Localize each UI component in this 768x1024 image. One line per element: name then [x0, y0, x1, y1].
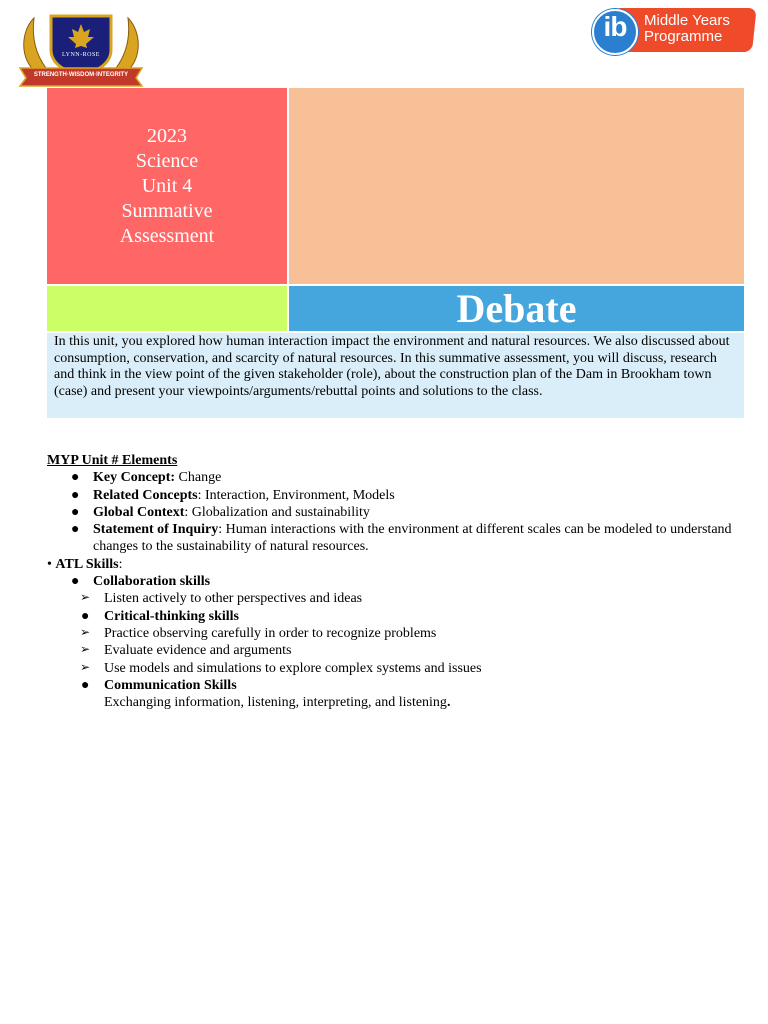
list-item — [47, 590, 747, 607]
bullet-icon: ● — [81, 608, 90, 624]
list-item — [47, 660, 747, 677]
period: . — [446, 695, 451, 711]
list-item — [47, 521, 747, 556]
school-logo — [16, 10, 146, 90]
ib-line-2: Programme — [644, 28, 723, 45]
skill-category: Collaboration skills — [93, 574, 211, 590]
intro-paragraph: In this unit, you explored how human interaction impact the environment and natural resources. We also discussed about consumption, conservation, and scarcity of natural resources. In this summative assessment, you will discuss, research and think in the view point of the given stakeholder (role), about the construction plan of the Dam in Brookham town (case) and present your viewpoints/arguments/rebuttal points and solutions to the class. — [47, 333, 744, 418]
bullet-icon: ● — [81, 677, 90, 693]
list-item — [47, 504, 747, 521]
list-item — [47, 677, 747, 694]
skill-item: Listen actively to other perspectives and ideas — [104, 591, 363, 607]
ib-letters: ib — [603, 11, 627, 42]
list-item — [47, 573, 747, 590]
bullet-icon: ● — [71, 504, 80, 520]
skill-category: Critical-thinking skills — [104, 608, 239, 624]
list-item — [47, 487, 747, 504]
item-text: : Human interactions with the environment at different scales can be modeled to understand changes to the sustainability of natural resources. — [93, 522, 732, 555]
bullet-icon: ● — [71, 470, 80, 486]
ib-myp-logo — [592, 6, 756, 54]
school-name: LYNN-ROSE — [62, 52, 100, 58]
list-item — [47, 642, 747, 659]
skill-item: Exchanging information, listening, interpreting, and listening — [104, 695, 447, 711]
list-item — [47, 469, 747, 486]
arrow-icon: ➢ — [80, 590, 91, 605]
list-item — [47, 694, 747, 711]
skill-item: Use models and simulations to explore complex systems and issues — [104, 660, 482, 676]
atl-suffix: : — [118, 556, 123, 572]
list-item — [47, 608, 747, 625]
bullet-icon: ● — [71, 487, 80, 503]
school-motto: STRENGTH·WISDOM·INTEGRITY — [33, 72, 129, 78]
arrow-icon: ➢ — [80, 642, 91, 657]
skill-item: Practice observing carefully in order to recognize problems — [104, 625, 437, 641]
item-label: Statement of Inquiry — [93, 522, 219, 538]
assessment-title — [120, 124, 214, 249]
title-line: Summative — [121, 199, 213, 222]
list-item — [47, 625, 747, 642]
item-label: Key Concept: — [93, 470, 176, 486]
title-line: Science — [135, 149, 199, 172]
item-label: Related Concepts — [93, 487, 198, 503]
atl-label: ATL Skills — [55, 556, 119, 572]
title-cell — [47, 88, 287, 284]
bullet-icon: • — [47, 556, 56, 572]
item-text: Change — [175, 470, 222, 486]
skill-category: Communication Skills — [104, 677, 237, 693]
item-label: Global Context — [93, 504, 185, 520]
unit-elements — [47, 452, 747, 711]
ib-programme-name — [644, 13, 754, 45]
elements-heading: MYP Unit # Elements — [47, 453, 178, 468]
decorative-green-cell — [47, 286, 287, 331]
item-text: : Interaction, Environment, Models — [197, 487, 395, 503]
skill-item: Evaluate evidence and arguments — [104, 643, 292, 659]
decorative-peach-cell — [289, 88, 744, 284]
arrow-icon: ➢ — [80, 659, 91, 674]
title-line: Unit 4 — [141, 174, 193, 197]
item-text: : Globalization and sustainability — [184, 504, 370, 520]
title-line: 2023 — [146, 124, 187, 147]
arrow-icon: ➢ — [80, 624, 91, 639]
atl-heading — [47, 556, 747, 573]
task-title: Debate — [289, 286, 744, 331]
ib-line-1: Middle Years — [644, 12, 730, 29]
bullet-icon: ● — [71, 574, 80, 590]
bullet-icon: ● — [71, 522, 80, 538]
title-line: Assessment — [119, 224, 215, 247]
